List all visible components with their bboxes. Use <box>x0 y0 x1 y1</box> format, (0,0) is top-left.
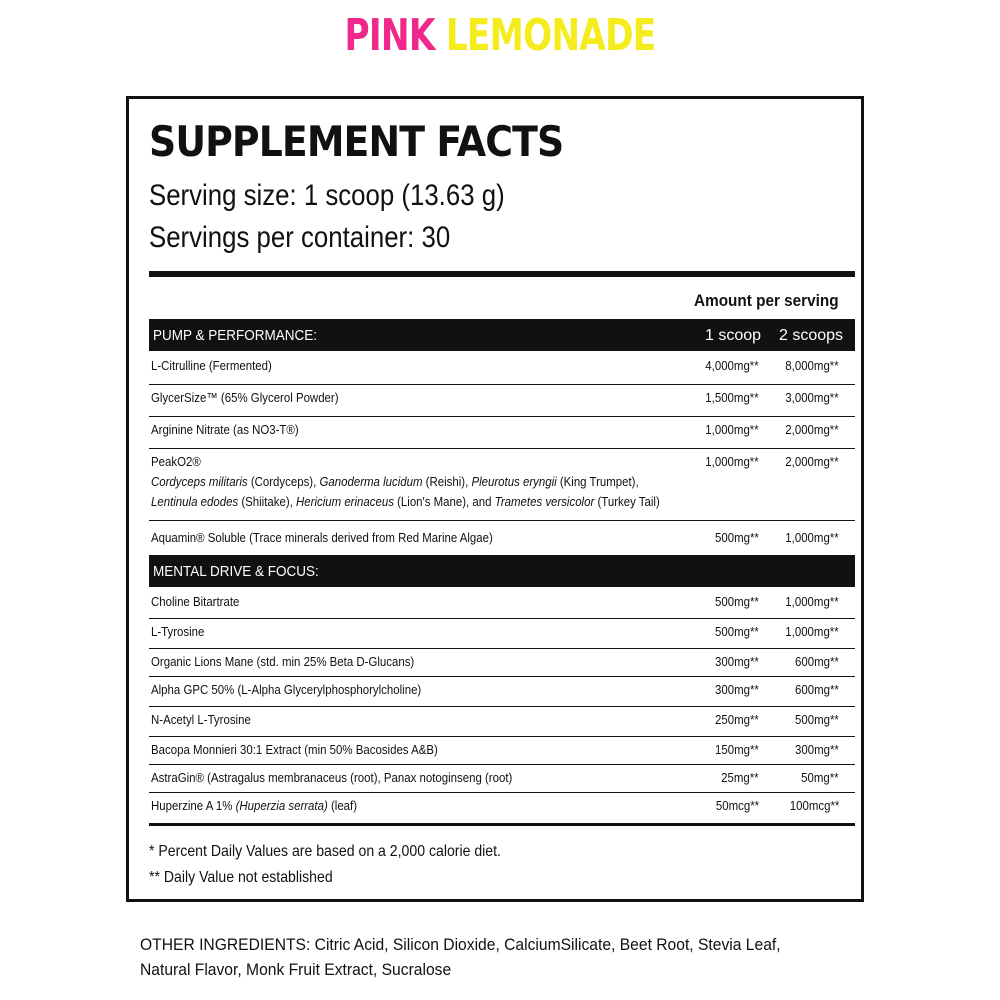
amount-2-scoops: 2,000mg** <box>785 454 839 469</box>
ingredient-name: L-Tyrosine <box>151 624 205 639</box>
table-row <box>149 619 855 649</box>
footnote-daily-values: * Percent Daily Values are based on a 2,000 calorie diet. <box>149 843 501 860</box>
amount-1-scoop: 300mg** <box>715 682 759 697</box>
table-row <box>149 677 855 707</box>
other-ingredients: OTHER INGREDIENTS: Citric Acid, Silicon Dioxide, CalciumSilicate, Beet Root, Stevia Leaf, Natural Flavor, Monk Fruit Extract, Sucralose <box>140 935 781 979</box>
amount-2-scoops: 50mg** <box>801 770 839 785</box>
amount-2-scoops: 500mg** <box>795 712 839 727</box>
table-row <box>149 353 855 385</box>
peako2-blend-line-2: Lentinula edodes (Shiitake), Hericium erinaceus (Lion's Mane), and Trametes versicolor (Turkey Tail) <box>151 494 660 509</box>
amount-2-scoops: 600mg** <box>795 654 839 669</box>
amount-1-scoop: 25mg** <box>721 770 759 785</box>
table-row <box>149 707 855 737</box>
ingredient-name: Choline Bitartrate <box>151 594 240 609</box>
amount-1-scoop: 150mg** <box>715 742 759 757</box>
amount-1-scoop: 1,000mg** <box>705 454 759 469</box>
ingredient-name: Alpha GPC 50% (L-Alpha Glycerylphosphorylcholine) <box>151 682 422 697</box>
panel-title: SUPPLEMENT FACTS <box>149 117 564 166</box>
section-header-pump <box>149 319 855 351</box>
amount-2-scoops: 3,000mg** <box>785 390 839 405</box>
supplement-facts-panel <box>126 96 864 902</box>
ingredient-name: Organic Lions Mane (std. min 25% Beta D-Glucans) <box>151 654 415 669</box>
amount-2-scoops: 1,000mg** <box>785 624 839 639</box>
footnote-not-established: ** Daily Value not established <box>149 869 333 886</box>
table-row <box>149 649 855 677</box>
table-row <box>149 521 855 559</box>
ingredient-name: AstraGin® (Astragalus membranaceus (root), Panax notoginseng (root) <box>151 770 513 785</box>
amount-2-scoops: 300mg** <box>795 742 839 757</box>
ingredient-name: Bacopa Monnieri 30:1 Extract (min 50% Bacosides A&B) <box>151 742 438 757</box>
column-header-1-scoop: 1 scoop <box>705 327 762 344</box>
ingredient-name: Huperzine A 1% (Huperzia serrata) (leaf) <box>151 798 358 813</box>
ingredient-name: GlycerSize™ (65% Glycerol Powder) <box>151 390 339 405</box>
amount-2-scoops: 2,000mg** <box>785 422 839 437</box>
amount-2-scoops: 600mg** <box>795 682 839 697</box>
amount-1-scoop: 500mg** <box>715 530 759 545</box>
table-row <box>149 449 855 521</box>
table-row <box>149 765 855 793</box>
flavor-word-pink: PINK <box>344 10 435 61</box>
table-row <box>149 737 855 765</box>
section-label: MENTAL DRIVE & FOCUS: <box>153 563 319 580</box>
amount-2-scoops: 8,000mg** <box>785 358 839 373</box>
table-row <box>149 793 855 821</box>
flavor-word-lemonade: LEMONADE <box>445 10 656 61</box>
amount-1-scoop: 1,000mg** <box>705 422 759 437</box>
amount-1-scoop: 500mg** <box>715 624 759 639</box>
amount-2-scoops: 1,000mg** <box>785 594 839 609</box>
amount-2-scoops: 1,000mg** <box>785 530 839 545</box>
ingredient-name: N-Acetyl L-Tyrosine <box>151 712 251 727</box>
bottom-divider <box>149 823 855 826</box>
amount-1-scoop: 4,000mg** <box>705 358 759 373</box>
table-row <box>149 589 855 619</box>
amount-2-scoops: 100mcg** <box>789 798 839 813</box>
amount-1-scoop: 300mg** <box>715 654 759 669</box>
ingredient-name: Aquamin® Soluble (Trace minerals derived from Red Marine Algae) <box>151 530 493 545</box>
serving-size: Serving size: 1 scoop (13.63 g) <box>149 179 505 212</box>
column-header-2-scoops: 2 scoops <box>779 327 844 344</box>
servings-per-container: Servings per container: 30 <box>149 221 451 254</box>
ingredient-name: PeakO2® <box>151 454 201 469</box>
amount-1-scoop: 50mcg** <box>715 798 759 813</box>
table-row <box>149 417 855 449</box>
ingredient-name: L-Citrulline (Fermented) <box>151 358 272 373</box>
thick-divider <box>149 271 855 277</box>
amount-1-scoop: 500mg** <box>715 594 759 609</box>
section-header-mental <box>149 555 855 587</box>
section-label: PUMP & PERFORMANCE: <box>153 327 318 344</box>
amount-per-serving-header: Amount per serving <box>694 291 839 310</box>
ingredient-name: Arginine Nitrate (as NO3-T®) <box>151 422 299 437</box>
peako2-blend-line-1: Cordyceps militaris (Cordyceps), Ganoderma lucidum (Reishi), Pleurotus eryngii (King Trumpet), <box>151 474 639 489</box>
flavor-name <box>110 10 890 61</box>
amount-1-scoop: 250mg** <box>715 712 759 727</box>
amount-1-scoop: 1,500mg** <box>705 390 759 405</box>
table-row <box>149 385 855 417</box>
